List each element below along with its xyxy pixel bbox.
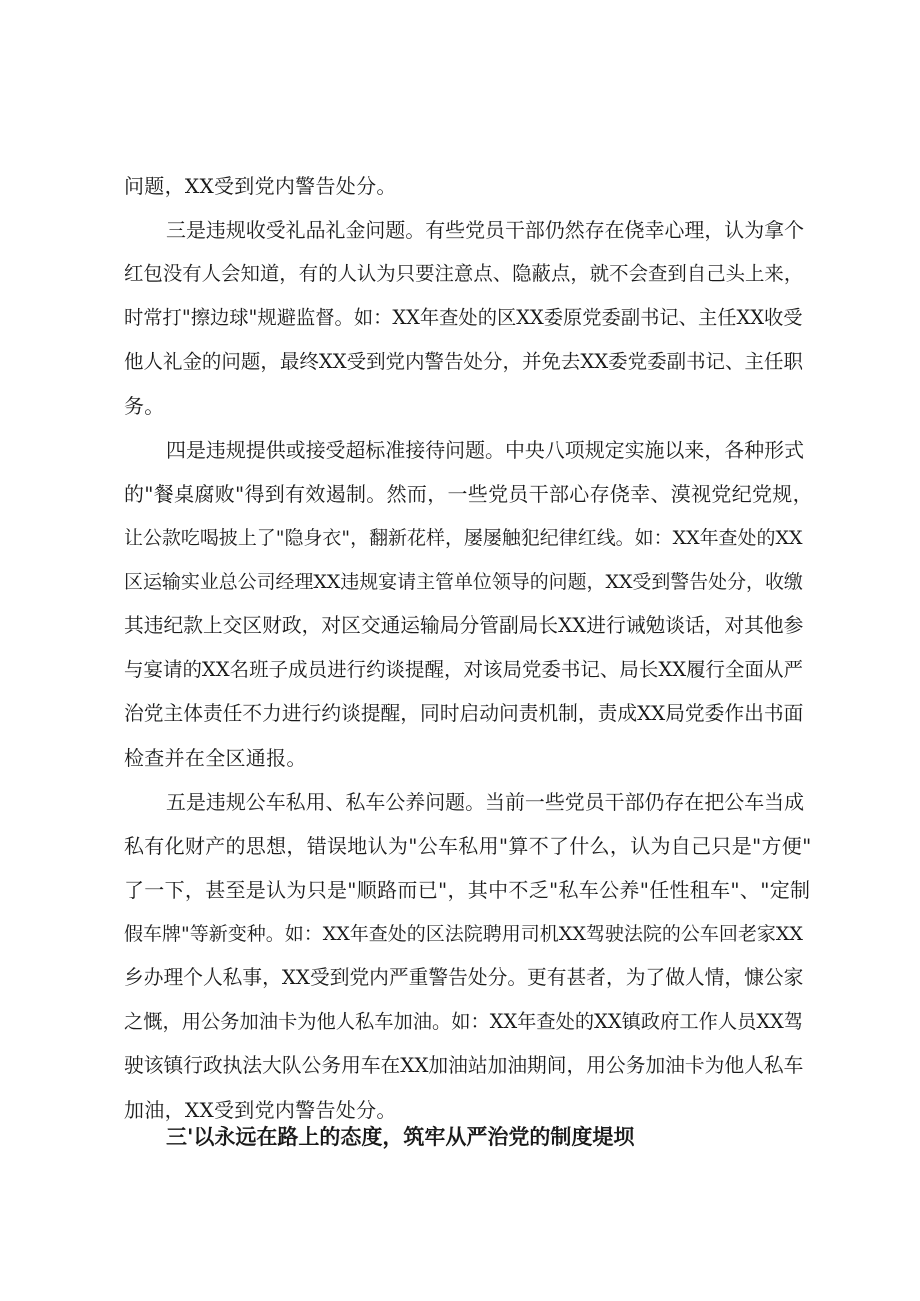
text-line: 的"餐桌腐败"得到有效遏制。然而，一些党员干部心存侥幸、漠视党纪党规，: [124, 482, 813, 506]
paragraph-3-start: 三是违规收受礼品礼金问题。有些党员干部仍然存在侥幸心理，认为拿个: [166, 218, 805, 242]
text-line: 了一下，甚至是认为只是"顺路而已"，其中不乏"私车公养"任性租车"、"定制: [124, 878, 811, 902]
text-line: 问题，XX受到党内警告处分。: [124, 174, 397, 198]
text-line: 加油，XX受到党内警告处分。: [124, 1098, 397, 1122]
text-line: 检查并在全区通报。: [124, 746, 307, 770]
text-line: 时常打"擦边球"规避监督。如：XX年查处的区XX委原党委副书记、主任XX收受: [124, 306, 803, 329]
text-line: 假车牌"等新变种。如：XX年查处的区法院聘用司机XX驾驶法院的公车回老家XX: [124, 923, 803, 945]
paragraph-4-start: 四是违规提供或接受超标准接待问题。中央八项规定实施以来，各种形式: [166, 438, 805, 462]
text-line: 私有化财产的思想，错误地认为"公车私用"算不了什么，认为自己只是"方便": [124, 834, 812, 858]
text-line: 治党主体责任不力进行约谈提醒，同时启动问责机制，责成XX局党委作出书面: [124, 702, 804, 725]
text-line: 驶该镇行政执法大队公务用车在XX加油站加油期间，用公务加油卡为他人私车: [124, 1054, 804, 1077]
text-line: 他人礼金的问题，最终XX受到党内警告处分，并免去XX委党委副书记、主任职: [124, 350, 803, 373]
text-line: 其违纪款上交区财政，对区交通运输局分管副局长XX进行诫勉谈话，对其他参: [124, 614, 804, 637]
paragraph-5-start: 五是违规公车私用、私车公养问题。当前一些党员干部仍存在把公车当成: [166, 790, 805, 814]
text-line: 乡办理个人私事，XX受到党内严重警告处分。更有甚者，为了做人情，慷公家: [124, 966, 804, 989]
text-line: 与宴请的XX名班子成员进行约谈提醒，对该局党委书记、局长XX履行全面从严: [124, 658, 803, 681]
text-line: 区运输实业总公司经理XX违规宴请主管单位领导的问题，XX受到警告处分，收缴: [124, 571, 803, 593]
text-line: 让公款吃喝披上了"隐身衣"，翻新花样，屡屡触犯纪律红线。如：XX年查处的XX: [124, 527, 803, 549]
section-heading: 三'以永远在路上的态度，筑牢从严治党的制度堤坝: [166, 1125, 635, 1149]
text-line: 务。: [124, 394, 165, 418]
text-line: 之慨，用公务加油卡为他人私车加油。如：XX年查处的XX镇政府工作人员XX驾: [124, 1010, 803, 1033]
text-line: 红包没有人会知道，有的人认为只要注意点、隐蔽点，就不会查到自己头上来，: [124, 262, 804, 285]
